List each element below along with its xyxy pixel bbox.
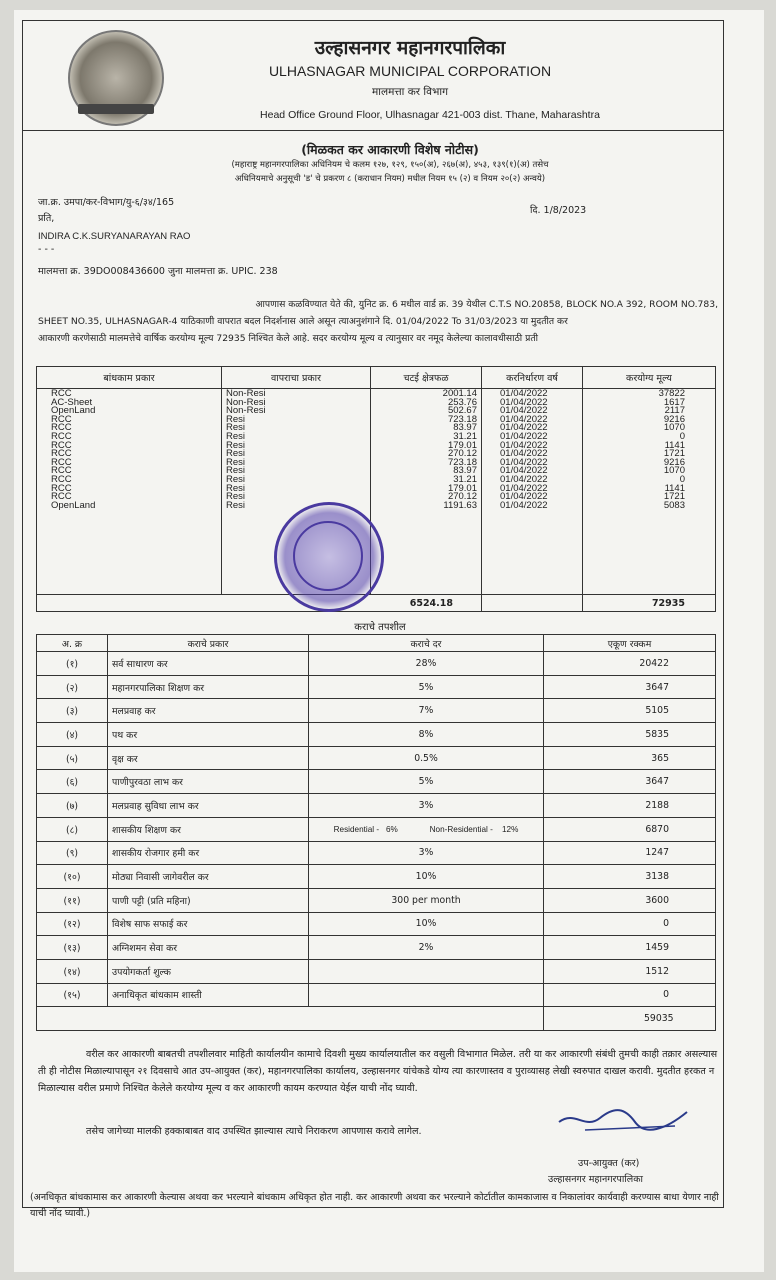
tax-type: मलप्रवाह कर (108, 699, 309, 723)
tax-type: पथ कर (108, 723, 309, 747)
col-tax-amount: एकूण रक्कम (544, 635, 716, 652)
tax-amount: 0 (544, 983, 716, 1007)
footer-paragraph-2: तसेच जागेच्या मालकी हक्काबाबत वाद उपस्थित झाल्यास त्याचे निराकरण आपणास करावे लागेल. (86, 1126, 422, 1137)
year-list: 01/04/2022 01/04/2022 01/04/2022 01/04/2022 01/04/2022 01/04/2022 01/04/2022 01/04/2022 01/04/2022 01/04/2022 01/04/2022 01/04/2022 01/04/2022 01/04/2022 (482, 389, 583, 595)
col-tax-type: कराचे प्रकार (108, 635, 309, 652)
col-serial: अ. क्र (37, 635, 108, 652)
tax-amount: 0 (544, 912, 716, 936)
tax-amount: 1247 (544, 841, 716, 865)
tax-serial: (१) (37, 652, 108, 676)
tax-rate: 3% (309, 841, 544, 865)
tax-serial: (७) (37, 794, 108, 818)
tax-serial: (३) (37, 699, 108, 723)
tax-type: महानगरपालिका शिक्षण कर (108, 675, 309, 699)
tax-type: विशेष साफ सफाई कर (108, 912, 309, 936)
tax-rate (309, 959, 544, 983)
tax-type: मलप्रवाह सुविधा लाभ कर (108, 794, 309, 818)
total-spacer (482, 595, 583, 612)
tax-rate: 28% (309, 652, 544, 676)
tax-total: 59035 (544, 1007, 716, 1031)
title-english: ULHASNAGAR MUNICIPAL CORPORATION (268, 63, 552, 79)
tax-amount: 3600 (544, 888, 716, 912)
tax-serial: (२) (37, 675, 108, 699)
tax-rate: 2% (309, 936, 544, 960)
tax-rate: 0.5% (309, 746, 544, 770)
tax-rate: 10% (309, 912, 544, 936)
col-construction: बांधकाम प्रकार (37, 367, 222, 389)
tax-row (37, 770, 716, 794)
tax-amount: 5835 (544, 723, 716, 747)
tax-serial: (११) (37, 888, 108, 912)
tax-rate (309, 983, 544, 1007)
recipient-name: INDIRA C.K.SURYANARAYAN RAO (38, 231, 191, 242)
tax-amount: 2188 (544, 794, 716, 818)
tax-type: पाणी पट्टी (प्रति महिना) (108, 888, 309, 912)
tax-row (37, 746, 716, 770)
tax-serial: (१३) (37, 936, 108, 960)
body-line-3: आकारणी करणेसाठी मालमत्तेचे वार्षिक करयोग्य मूल्य 72935 निश्चित केले आहे. सदर करयोग्य मूल्य व त्यानुसार वर नमूद केलेल्या कालावधीसाठी प्रती (38, 333, 538, 344)
tax-row (37, 794, 716, 818)
signatory-title: उप-आयुक्त (कर) (578, 1158, 640, 1169)
reference-number: जा.क्र. उमपा/कर-विभाग/यु-६/३४/165 (38, 197, 175, 208)
tax-serial: (१४) (37, 959, 108, 983)
tax-row (37, 983, 716, 1007)
tax-type: अग्निशमन सेवा कर (108, 936, 309, 960)
tax-rate: 7% (309, 699, 544, 723)
tax-amount: 6870 (544, 817, 716, 841)
tax-rate: Residential - 6% Non-Residential - 12% (309, 817, 544, 841)
official-stamp (274, 502, 384, 612)
tax-row (37, 652, 716, 676)
tax-serial: (१५) (37, 983, 108, 1007)
tax-type: शासकीय शिक्षण कर (108, 817, 309, 841)
tax-total-spacer (37, 1007, 544, 1031)
col-tax-rate: कराचे दर (309, 635, 544, 652)
tax-amount: 1512 (544, 959, 716, 983)
to-label: प्रति, (38, 213, 55, 224)
body-line-2: SHEET NO.35, ULHASNAGAR-4 याठिकाणी वापरात बदल निदर्शनास आले असून त्याअनुशंगाने दि. 01/04/2022 To 31/03/2023 या मुदतीत कर (38, 316, 568, 327)
tax-row (37, 865, 716, 889)
legal-note: (अनधिकृत बांधकामास कर आकारणी केल्यास अथवा कर भरल्याने बांधकाम अधिकृत होत नाही. कर आकारणी अथवा कर भरल्याने कोर्टातील कामकाजास व निकालांवर कार्यवाही करण्यास बाधा येणार नाही याची नोंद घ्यावी.) (30, 1192, 719, 1219)
tax-rate: 5% (309, 675, 544, 699)
office-address: Head Office Ground Floor, Ulhasnagar 421-003 dist. Thane, Maharashtra (260, 109, 600, 121)
tax-amount: 3647 (544, 770, 716, 794)
footer-paragraph-1: वरील कर आकारणी बाबतची तपशीलवार माहिती कार्यालयीन कामाचे दिवशी मुख्य कार्यालयातील कर वसुली विभागात मिळेल. तरी या कर आकारणी संबंधी तुमची काही तक्रार असल्यास ती ही नोटीस मिळाल्यापासून २१ दिवसाचे आत उप-आयुक्त (कर), महानगरपालिका कार्यालय, उल्हासनगर यांचेकडे योग्य त्या कारणास्तव व पुराव्यासह लेखी स्वरुपात दाखल करावी. मुदतीत हरकत न मिळाल्यास वरील प्रमाणे निश्चित केलेले करयोग्य मूल्य व कर आकारणी कायम करण्यात येईल याची नोंद घ्यावी. (38, 1049, 718, 1094)
recipient-dashes: - - - (38, 244, 55, 255)
tax-row (37, 959, 716, 983)
notice-title: (मिळकत कर आकारणी विशेष नोटीस) (301, 142, 479, 157)
tax-type: शासकीय रोजगार हमी कर (108, 841, 309, 865)
tax-details-heading: कराचे तपशील (354, 622, 406, 633)
notice-date: दि. 1/8/2023 (530, 205, 587, 216)
tax-serial: (१०) (37, 865, 108, 889)
value-list: 37822 1617 2117 9216 1070 0 1141 1721 9216 1070 0 1141 1721 5083 (583, 389, 716, 595)
title-marathi: उल्हासनगर महानगरपालिका (314, 37, 506, 59)
tax-serial: (९) (37, 841, 108, 865)
tax-rate: 3% (309, 794, 544, 818)
total-area: 6524.18 (37, 595, 482, 612)
col-usage: वापराचा प्रकार (222, 367, 371, 389)
tax-rate: 10% (309, 865, 544, 889)
tax-type: अनाधिकृत बांधकाम शास्ती (108, 983, 309, 1007)
tax-serial: (५) (37, 746, 108, 770)
tax-type: उपयोगकर्ता शुल्क (108, 959, 309, 983)
tax-serial: (८) (37, 817, 108, 841)
tax-serial: (४) (37, 723, 108, 747)
header-divider (22, 130, 724, 131)
tax-table (36, 634, 716, 1031)
law-reference-1: (महाराष्ट्र महानगरपालिका अधिनियम चे कलम १२७, १२९, १५०(अ), २६७(अ), ४५३, १३९(१)(अ) तसेच (231, 160, 549, 170)
col-year: करनिर्धारण वर्ष (482, 367, 583, 389)
tax-amount: 1459 (544, 936, 716, 960)
tax-row (37, 888, 716, 912)
tax-rate: 8% (309, 723, 544, 747)
col-value: करयोग्य मूल्य (583, 367, 716, 389)
tax-type: सर्व साधारण कर (108, 652, 309, 676)
construction-list: RCC AC-Sheet OpenLand RCC RCC RCC RCC RCC RCC RCC RCC RCC RCC OpenLand (37, 389, 222, 595)
total-value: 72935 (583, 595, 716, 612)
handwritten-signature (555, 1100, 695, 1140)
tax-type: मोठ्या निवासी जागेवरील कर (108, 865, 309, 889)
tax-serial: (६) (37, 770, 108, 794)
tax-row (37, 936, 716, 960)
tax-amount: 20422 (544, 652, 716, 676)
tax-amount: 5105 (544, 699, 716, 723)
tax-row (37, 675, 716, 699)
tax-amount: 3647 (544, 675, 716, 699)
tax-row (37, 912, 716, 936)
usage-list: Non-Resi Non-Resi Non-Resi Resi Resi Resi Resi Resi Resi Resi Resi Resi Resi Resi (222, 389, 371, 595)
tax-serial: (१२) (37, 912, 108, 936)
tax-type: पाणीपुरवठा लाभ कर (108, 770, 309, 794)
col-area: चटई क्षेत्रफळ (371, 367, 482, 389)
property-number-line: मालमत्ता क्र. 39DO008436600 जुना मालमत्ता क्र. UPIC. 238 (38, 266, 278, 277)
tax-rate: 300 per month (309, 888, 544, 912)
law-reference-2: अधिनियमाचे अनुसूची 'ड' चे प्रकरण ८ (कराधान नियम) मधील नियम १५ (२) व नियम २०(२) अन्वये) (234, 174, 546, 184)
tax-row (37, 723, 716, 747)
tax-row (37, 817, 716, 841)
area-list: 2001.14 253.76 502.67 723.18 83.97 31.21 179.01 270.12 723.18 83.97 31.21 179.01 270.12 1191.63 (371, 389, 482, 595)
tax-row (37, 841, 716, 865)
tax-row (37, 699, 716, 723)
tax-amount: 3138 (544, 865, 716, 889)
tax-amount: 365 (544, 746, 716, 770)
signatory-org: उल्हासनगर महानगरपालिका (548, 1174, 643, 1185)
tax-rate: 5% (309, 770, 544, 794)
body-line-1: आपणास कळविण्यात येते की, युनिट क्र. 6 मधील वार्ड क्र. 39 येथील C.T.S NO.20858, BLOCK NO.A 392, ROOM NO.783, (255, 299, 718, 310)
tax-type: वृक्ष कर (108, 746, 309, 770)
corporation-seal-logo (68, 30, 164, 126)
department: मालमत्ता कर विभाग (372, 86, 448, 98)
